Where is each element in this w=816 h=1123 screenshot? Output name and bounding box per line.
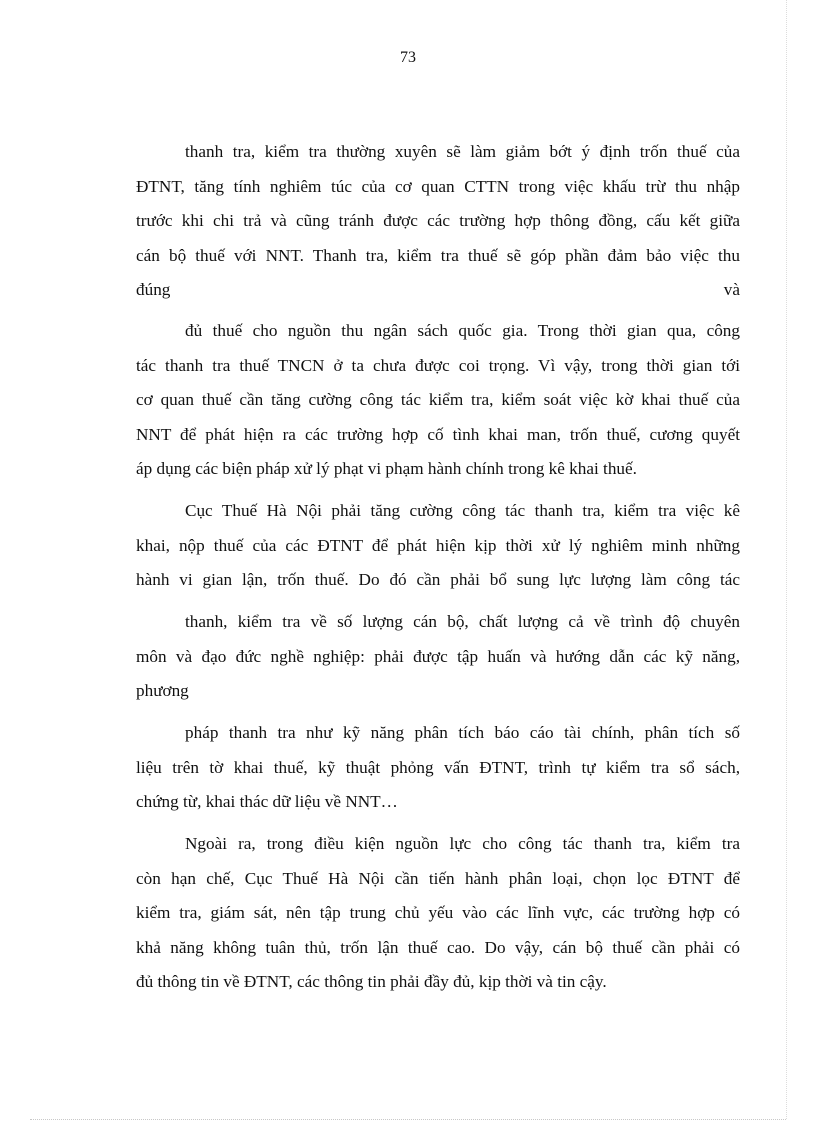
split-left-word: đúng: [136, 280, 171, 299]
text-line: thanh tra, kiểm tra thường xuyên sẽ làm giảm bớt ý định trốn thuế của: [185, 142, 740, 161]
text-line: môn và đạo đức nghề nghiệp: phải được tập huấn và hướng dẫn các kỹ năng,: [136, 646, 740, 666]
text-line: Cục Thuế Hà Nội phải tăng cường công tác thanh tra, kiểm tra việc kê: [185, 501, 740, 520]
text-line: kiểm tra, giám sát, nên tập trung chủ yếu vào các lĩnh vực, các trường hợp có: [136, 903, 740, 922]
text-line: NNT để phát hiện ra các trường hợp cố tình khai man, trốn thuế, cương quyết: [136, 424, 740, 444]
text-line: cán bộ thuế với NNT. Thanh tra, kiểm tra thuế sẽ góp phần đảm bảo việc thu: [136, 245, 740, 265]
split-right-word: và: [723, 280, 740, 299]
page-bottom-border: [30, 1119, 786, 1120]
paragraph-1: [136, 135, 740, 273]
text-line: cơ quan thuế cần tăng cường công tác kiểm tra, kiểm soát việc kờ khai thuế của: [136, 390, 740, 409]
text-line: đủ thông tin về ĐTNT, các thông tin phải đầy đủ, kịp thời và tin cậy.: [136, 972, 607, 991]
text-line: Ngoài ra, trong điều kiện nguồn lực cho công tác thanh tra, kiểm tra: [185, 834, 740, 853]
text-line: trước khi chi trả và cũng tránh được các trường hợp thông đồng, cấu kết giữa: [136, 211, 740, 230]
text-line: thanh, kiểm tra về số lượng cán bộ, chất lượng cả về trình độ chuyên: [185, 612, 740, 631]
text-line: phương: [136, 681, 189, 700]
page-right-border: [786, 0, 787, 1119]
text-line: áp dụng các biện pháp xử lý phạt vi phạm hành chính trong kê khai thuế.: [136, 459, 637, 478]
text-line: chứng từ, khai thác dữ liệu về NNT…: [136, 792, 398, 811]
text-line: hành vi gian lận, trốn thuế. Do đó cần phải bổ sung lực lượng làm công tác: [136, 570, 740, 589]
page-number: 73: [400, 49, 416, 66]
text-line: khai, nộp thuế của các ĐTNT để phát hiện kịp thời xử lý nghiêm minh những: [136, 535, 740, 555]
paragraph-4: [136, 605, 740, 709]
text-line: ĐTNT, tăng tính nghiêm túc của cơ quan CTTN trong việc khấu trừ thu nhập: [136, 176, 740, 196]
paragraph-3: [136, 494, 740, 598]
text-line: liệu trên tờ khai thuế, kỹ thuật phỏng vấn ĐTNT, trình tự kiểm tra sổ sách,: [136, 757, 740, 777]
paragraph-2: [136, 314, 740, 487]
text-line: còn hạn chế, Cục Thuế Hà Nội cần tiến hành phân loại, chọn lọc ĐTNT để: [136, 868, 740, 888]
text-line: khả năng không tuân thủ, trốn lận thuế cao. Do vậy, cán bộ thuế cần phải có: [136, 937, 740, 957]
text-line: tác thanh tra thuế TNCN ở ta chưa được coi trọng. Vì vậy, trong thời gian tới: [136, 355, 740, 375]
text-line: đủ thuế cho nguồn thu ngân sách quốc gia. Trong thời gian qua, công: [185, 321, 740, 340]
text-line: pháp thanh tra như kỹ năng phân tích báo cáo tài chính, phân tích số: [185, 723, 740, 742]
split-line: [136, 273, 740, 308]
paragraph-6: [136, 827, 740, 1000]
paragraph-5: [136, 716, 740, 820]
